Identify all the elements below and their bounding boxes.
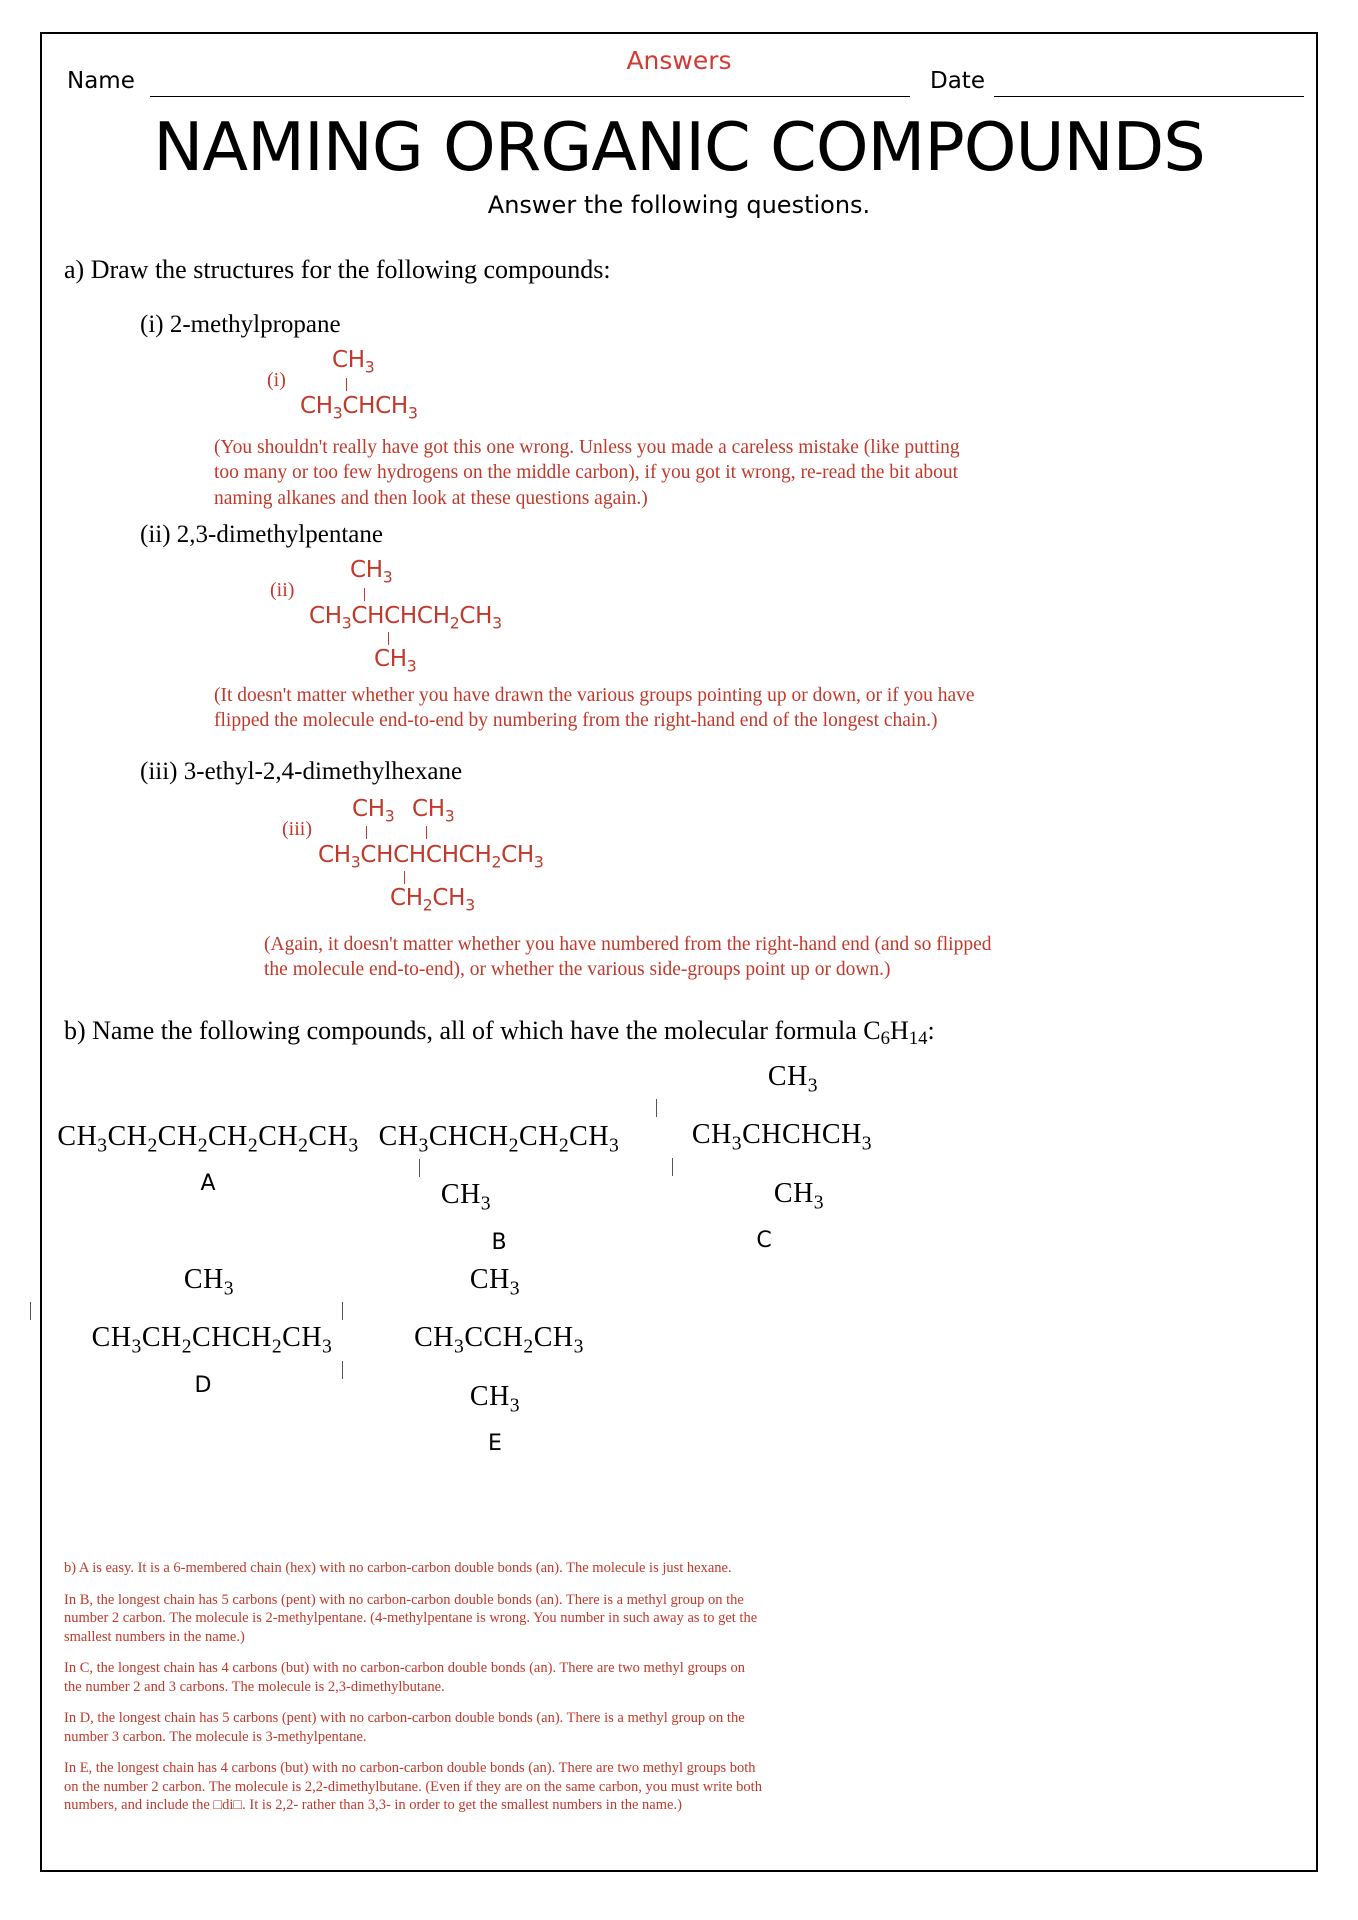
bond-line: [342, 1302, 343, 1320]
answer-structure-i: [42, 347, 1316, 421]
structure-ii-main-chain: $CH_3CHCHCH_2CH_3$: [309, 603, 502, 633]
explanation-A: b) A is easy. It is a 6-membered chain (hex) with no carbon-carbon double bonds (an). The molecule is just hexane.: [64, 1560, 732, 1576]
explanation-D: In D, the longest chain has 5 carbons (pent) with no carbon-carbon double bonds (an). There is a methyl group on the number 3 carbon. The molecule is 3-methylpentane.: [64, 1710, 745, 1745]
compound-C: [642, 1061, 922, 1254]
structure-iii-top-group-2: $CH_3$: [412, 795, 455, 826]
part-b-prompt-text: b) Name the following compounds, all of which have the molecular formula C: [64, 1016, 881, 1046]
date-blank-line[interactable]: [994, 96, 1304, 97]
question-a-iii: (iii) 3-ethyl-2,4-dimethylhexane: [140, 757, 463, 785]
bond-line: [656, 1099, 657, 1117]
structure-iii-main-chain: $CH_3CHCHCHCH_2CH_3$: [318, 841, 544, 872]
compound-C-bottom-group: $CH_3$: [773, 1177, 825, 1214]
date-label: Date: [930, 68, 985, 94]
compound-E: [364, 1264, 634, 1457]
compound-D-label: D: [194, 1372, 212, 1398]
compound-E-top-group: $CH_3$: [469, 1263, 521, 1300]
structure-i-main-chain: $CH_3CHCH_3$: [300, 393, 418, 423]
compound-E-bottom-group: $CH_3$: [469, 1380, 521, 1417]
page-title: NAMING ORGANIC COMPOUNDS: [153, 108, 1205, 186]
name-label: Name: [67, 68, 135, 94]
answer-label-iii: (iii): [282, 817, 312, 840]
explanation-B: In B, the longest chain has 5 carbons (pent) with no carbon-carbon double bonds (an). There is a methyl group on the number 2 carbon. The molecule is 2-methylpentane. (4-methylpentane is wrong. You number in such away as to get the smallest numbers in the name.): [64, 1591, 758, 1645]
bond-line: [419, 1159, 420, 1177]
compound-A-label: A: [200, 1171, 216, 1197]
compound-B: [364, 1121, 634, 1255]
question-a-ii: (ii) 2,3-dimethylpentane: [140, 521, 383, 549]
worksheet-page: [40, 32, 1318, 1872]
part-b-prompt-colon: :: [927, 1016, 935, 1046]
compound-D-chain: $CH_3CH_2CHCH_2CH_3$: [91, 1322, 333, 1358]
compound-A-chain: $CH_3CH_2CH_2CH_2CH_2CH_3$: [57, 1120, 359, 1157]
question-a-i: (i) 2-methylpropane: [140, 311, 341, 338]
structure-ii-top-group: $CH_3$: [350, 557, 393, 587]
explanation-C: In C, the longest chain has 4 carbons (but) with no carbon-carbon double bonds (an). There are two methyl groups on the number 2 and 3 carbons. The molecule is 2,3-dimethylbutane.: [64, 1660, 746, 1695]
bond-line: [30, 1302, 31, 1320]
compound-C-top-group: $CH_3$: [767, 1060, 819, 1097]
part-b-explanations: [64, 1559, 764, 1828]
formula-sub-6: 6: [880, 1028, 890, 1050]
compound-B-chain: $CH_3CHCH_2CH_2CH_3$: [378, 1120, 620, 1157]
bond-line: [342, 1361, 343, 1379]
structure-i-top-group: $CH_3$: [332, 347, 375, 377]
formula-h: H: [889, 1016, 909, 1046]
compound-D: [52, 1264, 372, 1398]
compound-B-bottom-group: $CH_3$: [440, 1179, 492, 1215]
compound-C-chain: $CH_3CHCHCH_3$: [691, 1119, 873, 1155]
answer-note-ii: (It doesn't matter whether you have drawn the various groups pointing up or down, or if you have flipped the molecule end-to-end by numbering from the right-hand end of the longest chain.): [214, 685, 975, 732]
structure-iii-top-group-1: $CH_3$: [352, 795, 395, 826]
bond-line: [346, 378, 347, 391]
part-b-compound-grid: [42, 1060, 1316, 1457]
compound-B-label: B: [491, 1229, 507, 1255]
bond-line: [388, 632, 389, 645]
compound-D-top-group: $CH_3$: [183, 1263, 235, 1300]
name-blank-line[interactable]: [150, 96, 910, 97]
page-subtitle: Answer the following questions.: [487, 191, 871, 219]
answer-structure-ii: [42, 557, 1316, 676]
structure-ii-bottom-group: $CH_3$: [374, 646, 417, 676]
bond-line: [426, 826, 427, 839]
part-b-prompt: [64, 1016, 1316, 1050]
bond-line: [364, 588, 365, 601]
answer-note-iii: (Again, it doesn't matter whether you have numbered from the right-hand end (and so flipped the molecule end-to-end), or whether the various side-groups point up or down.): [264, 933, 992, 981]
page-header: [42, 34, 1316, 106]
bond-line: [404, 871, 405, 884]
answer-structure-iii: [42, 796, 1316, 914]
structure-iii-bottom-group: $CH_2CH_3$: [390, 884, 475, 915]
answer-label-ii: (ii): [270, 579, 295, 602]
explanation-E: In E, the longest chain has 4 carbons (but) with no carbon-carbon double bonds (an). There are two methyl groups both on the number 2 carbon. The molecule is 2,2-dimethylbutane. (Even if they are on the same carbon, you must write both numbers, and include the □di□. It is 2,2- rather than 3,3- in order to get the smallest numbers in the name.): [64, 1760, 762, 1814]
formula-sub-14: 14: [908, 1028, 928, 1050]
answer-note-i: (You shouldn't really have got this one wrong. Unless you made a careless mistake (like putting too many or too few hydrogens on the middle carbon), if you got it wrong, re-read the bit about naming alkanes and then look at these questions again.): [214, 437, 960, 509]
part-a-prompt: a) Draw the structures for the following compounds:: [64, 255, 611, 284]
compound-E-label: E: [488, 1431, 502, 1457]
answers-tag: Answers: [626, 46, 732, 75]
compound-C-label: C: [756, 1228, 772, 1254]
answer-label-i: (i): [267, 369, 286, 391]
bond-line: [672, 1158, 673, 1176]
bond-line: [366, 826, 367, 839]
compound-E-chain: $CH_3CCH_2CH_3$: [414, 1322, 584, 1358]
